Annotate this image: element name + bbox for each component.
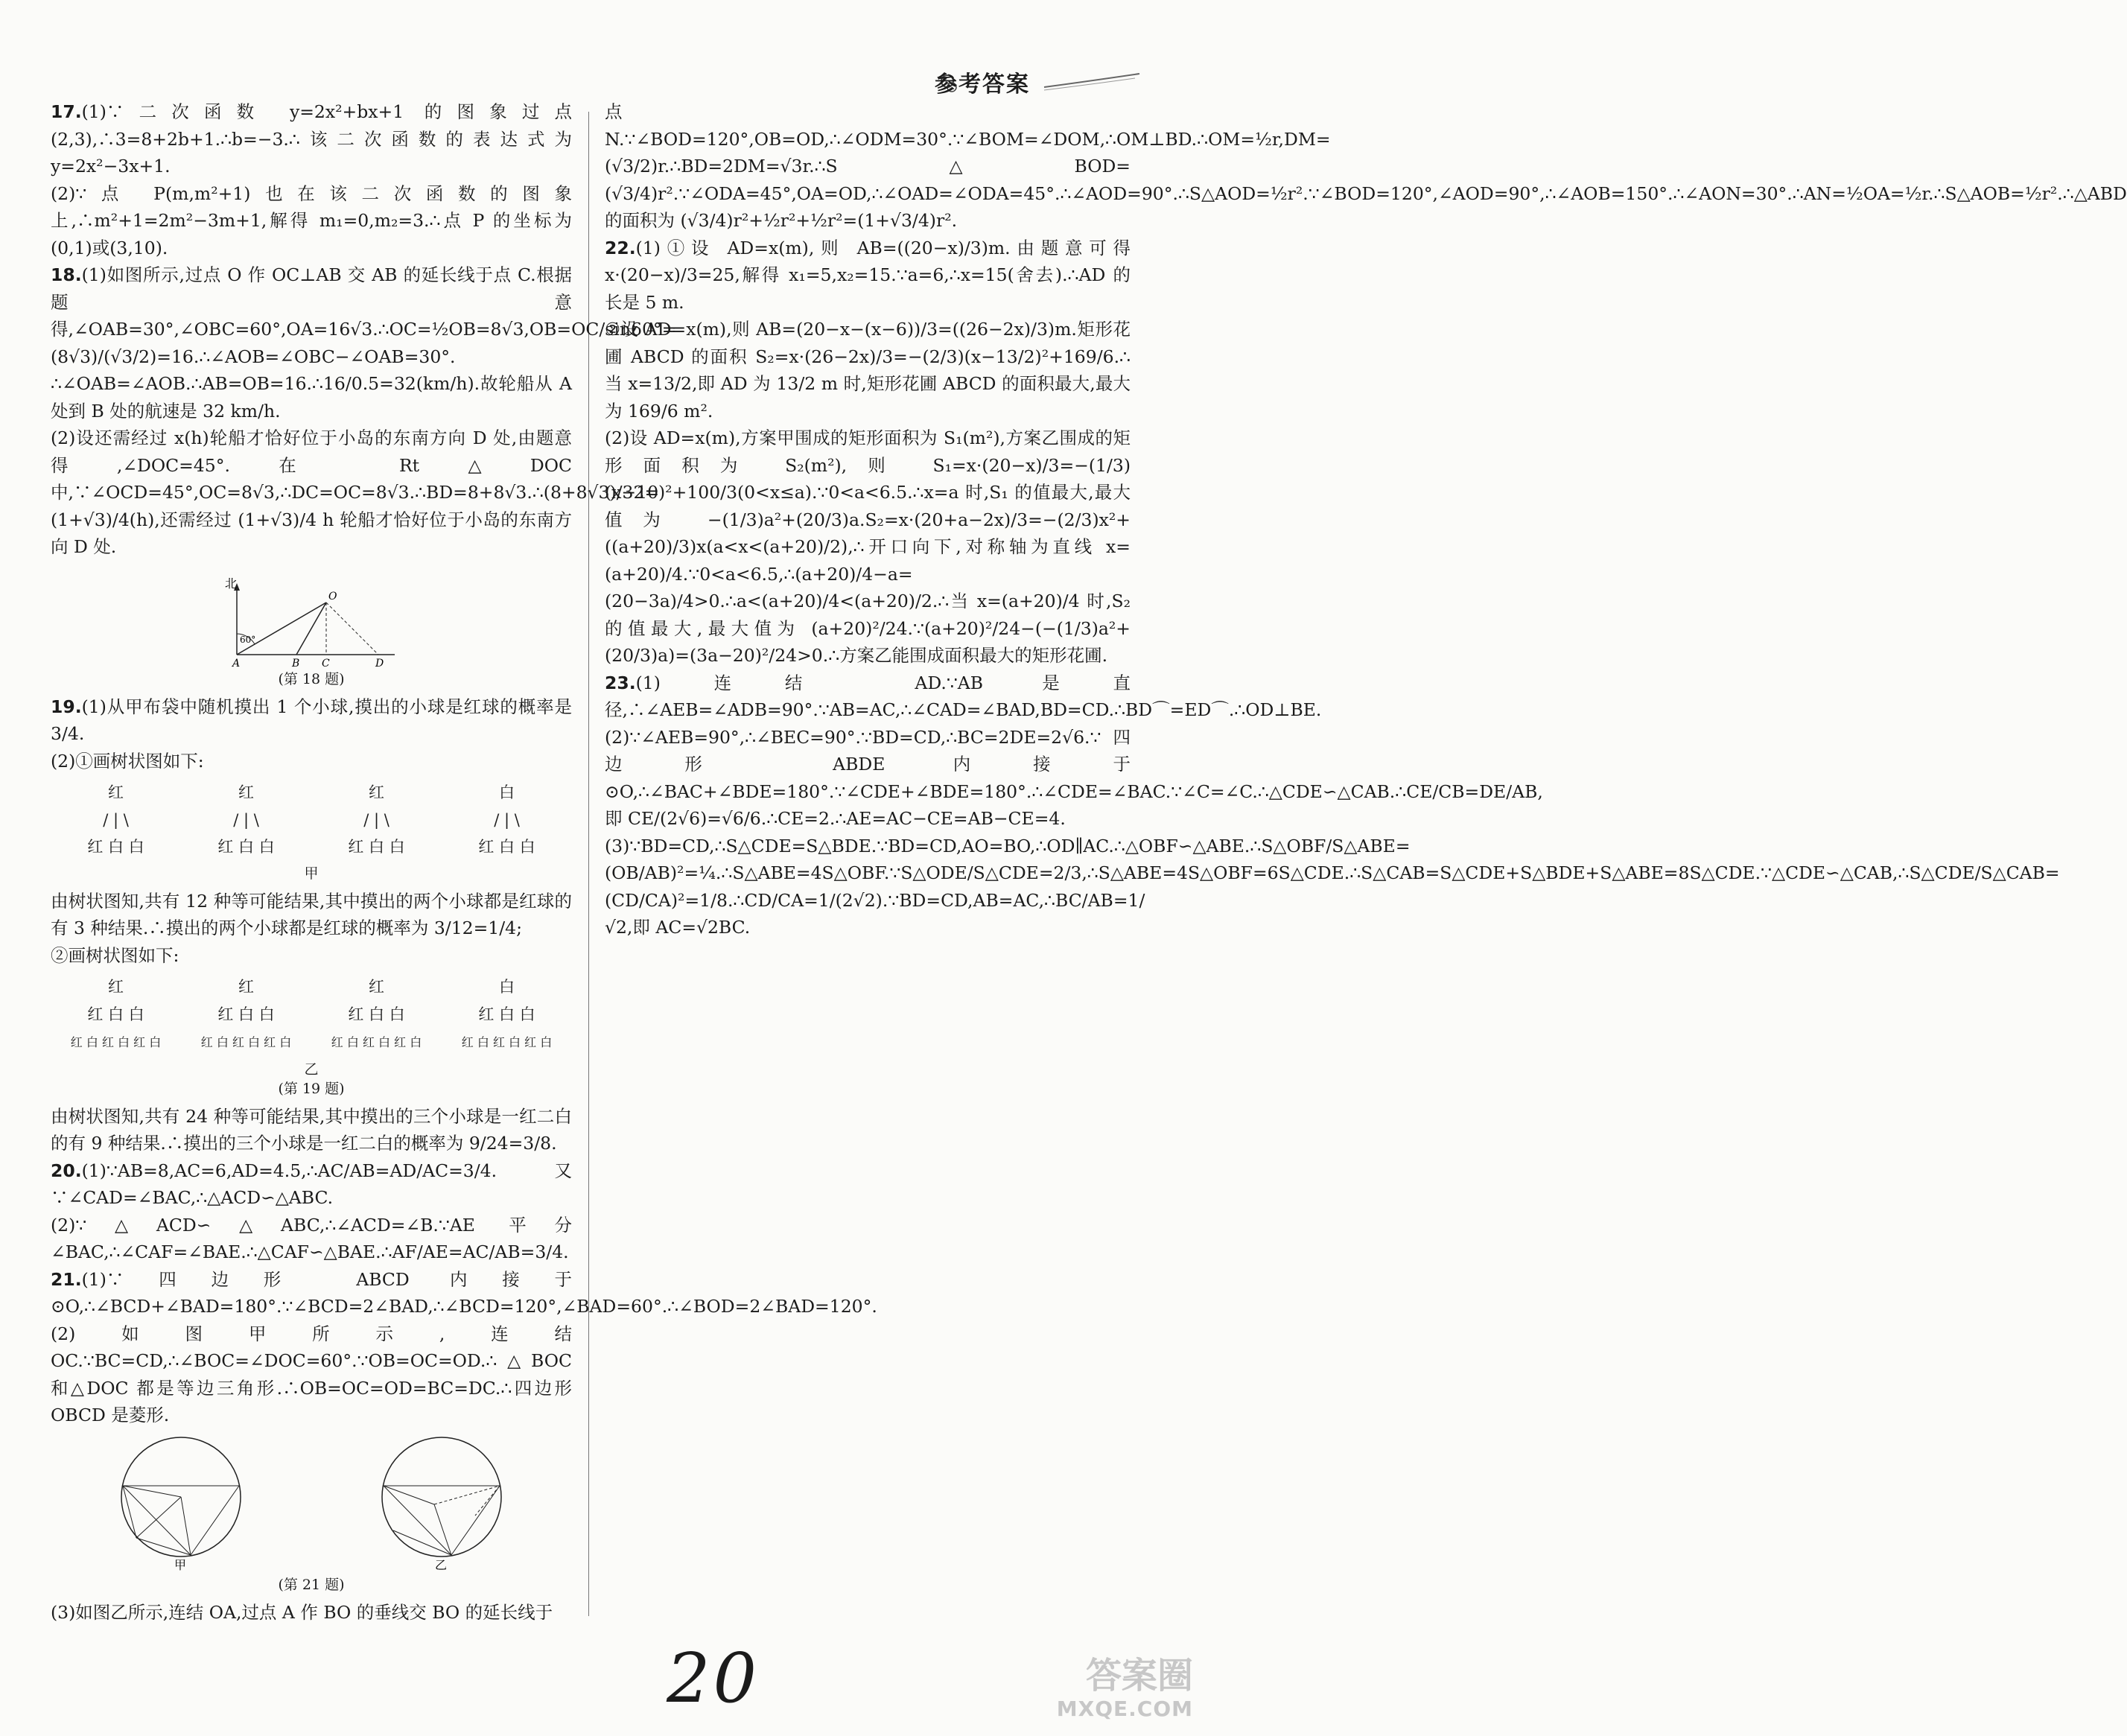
north-label: 北 xyxy=(225,576,238,591)
circle-diagram-jia xyxy=(103,1434,259,1575)
tree2-root-3: 红 xyxy=(369,978,384,996)
tree1-root-4: 白 xyxy=(498,783,515,801)
point-o: O xyxy=(328,590,337,602)
tree-diagram-2: 红 红 白 白 红 白 红 白 红 白 红 红 白 白 红 白 红 白 红 白 红 红 白 白 红 白 红 白 红 白 白 红 白 白 红 白 红 白 红 白 乙 (第 19 题) xyxy=(51,973,572,1098)
watermark xyxy=(1007,1655,1193,1721)
question-20: 20.(1)∵AB=8,AC=6,AD=4.5,∴AC/AB=AD/AC=3/4.又∵∠CAD=∠BAC,∴△ACD∽△ABC. (2)∵△ACD∽△ABC,∴∠ACD=∠B.∵AE 平分∠BAC,∴∠CAF=∠BAE.∴△CAF∽△BAE.∴AF/AE=AC/AB=3/4. xyxy=(51,1160,572,1262)
page-number: 20 xyxy=(667,1638,760,1718)
watermark-url: MXQE.COM xyxy=(1056,1697,1193,1721)
tree1-root-3: 红 xyxy=(368,783,384,801)
figure-18 xyxy=(51,565,572,689)
watermark-logo-text: 答案圈 xyxy=(1085,1655,1193,1697)
tree2-label: 乙 xyxy=(304,1061,319,1078)
svg-text:乙: 乙 xyxy=(435,1557,448,1572)
tree1-root-2: 红 xyxy=(238,783,254,801)
figure-18-caption: (第 18 题) xyxy=(278,670,345,687)
circle-diagram-yi xyxy=(363,1434,520,1575)
tree1-root-1: 红 xyxy=(107,783,124,801)
tree2-root-4: 白 xyxy=(499,978,515,996)
section-title: 参考答案 xyxy=(935,71,1030,98)
tree1-leaves-1: 红 白 白 xyxy=(87,838,144,856)
point-a: A xyxy=(232,657,241,670)
point-d: D xyxy=(375,657,384,670)
question-17: 17.(1)∵二次函数 y=2x²+bx+1 的图象过点(2,3),∴3=8+2b+1.∴b=−3.∴该二次函数的表达式为 y=2x²−3x+1. (2)∵点 P(m,m²+1)也在该二次函数的图象上,∴m²+1=2m²−3m+1,解得 m₁=0,m₂=3.∴点 P 的坐标为(0,1)或(3,10). xyxy=(51,101,572,258)
tree2-root-2: 红 xyxy=(238,978,254,996)
question-21-continued: 点 N.∵∠BOD=120°,OB=OD,∴∠ODM=30°.∵∠BOM=∠DOM,∴OM⊥BD.∴OM=½r,DM=(√3/2)r.∴BD=2DM=√3r.∴S△BOD=(√3/4)r².∵∠ODA=45°,OA=OD,∴∠OAD=∠ODA=45°.∴∠AOD=90°.∴S△AOD=½r².∵∠BOD=120°,∠AOD=90°,∴∠AOB=150°.∴∠AON=30°.∴AN=½OA=½r.∴S△AOB=½r².∴△ABD 的面积为 (√3/4)r²+½r²+½r²=(1+√3/4)r². xyxy=(605,101,2127,231)
figure-21-caption: (第 21 题) xyxy=(278,1576,345,1593)
tree2-root-1: 红 xyxy=(108,978,124,996)
tree1-leaves-3: 红 白 白 xyxy=(348,838,405,856)
question-21-tail: (3)如图乙所示,连结 OA,过点 A 作 BO 的垂线交 BO 的延长线于 xyxy=(51,1601,553,1623)
figure-18-diagram xyxy=(222,565,401,670)
point-b: B xyxy=(292,657,300,670)
question-21: 21.(1)∵四边形 ABCD 内接于⊙O,∴∠BCD+∠BAD=180°.∵∠BCD=2∠BAD,∴∠BCD=120°,∠BAD=60°.∴∠BOD=2∠BAD=120°. (2)如图甲所示,连结 OC.∵BC=CD,∴∠BOC=∠DOC=60°.∵OB=OC=OD.∴△BOC 和△DOC 都是等边三角形.∴OB=OC=OD=BC=DC.∴四边形 OBCD 是菱形. xyxy=(51,1268,877,1425)
tree1-leaves-4: 红 白 白 xyxy=(478,838,535,856)
question-23: 23.(1)连结 AD.∵AB 是直径,∴∠AEB=∠ADB=90°.∵AB=AC,∴∠CAD=∠BAD,BD=CD.∴BD⌒=ED⌒.∴OD⊥BE. (2)∵∠AEB=90°,∴∠BEC=90°.∵BD=CD,∴BC=2DE=2√6.∵四边形 ABDE 内接于⊙O,∴∠BAC+∠BDE=180°.∵∠CDE+∠BDE=180°.∴∠CDE=∠BAC.∵∠C=∠C.∴△CDE∽△CAB.∴CE/CB=DE/AB,即 CE/(2√6)=√6/6.∴CE=2.∴AE=AC−CE=AB−CE=4. (3)∵BD=CD,∴S△CDE=S△BDE.∵BD=CD,AO=BO,∴OD∥AC.∴△OBF∽△ABE.∴S△OBF/S△ABE=(OB/AB)²=¼.∴S△ABE=4S△OBF.∵S△ODE/S△CDE=2/3,∴S△ABE=4S△OBF=6S△CDE.∴S△CAB=S△CDE+S△BDE+S△ABE=8S△CDE.∵△CDE∽△CAB,∴S△CDE/S△CAB=(CD/CA)²=1/8.∴CD/CA=1/(2√2).∵BD=CD,AB=AC,∴BC/AB=1/√2,即 AC=√2BC. xyxy=(605,672,2060,938)
question-19: 19.(1)从甲布袋中随机摸出 1 个小球,摸出的小球是红球的概率是 3/4. (2)①画树状图如下: xyxy=(51,696,572,772)
figure-19-caption: (第 19 题) xyxy=(278,1080,345,1097)
tree-diagram-1: 红 / | \ 红 白 白 红 / | \ 红 白 白 红 / | \ 红 白 白 白 / | \ 红 白 白 甲 xyxy=(51,779,572,883)
question-19-end: 由树状图知,共有 24 种等可能结果,其中摸出的三个小球是一红二白的有 9 种结果.∴摸出的三个小球是一红二白的概率为 9/24=3/8. xyxy=(51,1105,572,1154)
svg-text:甲: 甲 xyxy=(174,1557,187,1572)
right-column xyxy=(605,98,2127,941)
tree1-label: 甲 xyxy=(304,865,319,882)
point-c: C xyxy=(322,657,330,670)
question-19-mid: 由树状图知,共有 12 种等可能结果,其中摸出的两个小球都是红球的有 3 种结果.∴摸出的两个小球都是红球的概率为 3/12=1/4; ②画树状图如下: xyxy=(51,890,572,966)
question-18: 18.(1)如图所示,过点 O 作 OC⊥AB 交 AB 的延长线于点 C.根据题意得,∠OAB=30°,∠OBC=60°,OA=16√3.∴OC=½OB=8√3,OB=OC/sin60°=(8√3)/(√3/2)=16.∴∠AOB=∠OBC−∠OAB=30°. ∴∠OAB=∠AOB.∴AB=OB=16.∴16/0.5=32(km/h).故轮船从 A 处到 B 处的航速是 32 km/h. (2)设还需经过 x(h)轮船才恰好位于小岛的东南方向 D 处,由题意得,∠DOC=45°.在 Rt△DOC 中,∵∠OCD=45°,OC=8√3,∴DC=OC=8√3.∴BD=8+8√3.∴(8+8√3)/32=(1+√3)/4(h),还需经过 (1+√3)/4 h 轮船才恰好位于小岛的东南方向 D 处. xyxy=(51,264,677,557)
angle-label: 60° xyxy=(240,634,256,645)
figure-21 xyxy=(51,1434,572,1594)
question-22: 22.(1)①设 AD=x(m),则 AB=((20−x)/3)m.由题意可得 x·(20−x)/3=25,解得 x₁=5,x₂=15.∵a=6,∴x=15(舍去).∴AD 的长是 5 m. ②设 AD=x(m),则 AB=(20−x−(x−6))/3=((26−2x)/3)m.矩形花圃 ABCD 的面积 S₂=x·(26−2x)/3=−(2/3)(x−13/2)²+169/6.∴当 x=13/2,即 AD 为 13/2 m 时,矩形花圃 ABCD 的面积最大,最大为 169/6 m². (2)设 AD=x(m),方案甲围成的矩形面积为 S₁(m²),方案乙围成的矩形面积为 S₂(m²),则 S₁=x·(20−x)/3=−(1/3)(x−10)²+100/3(0<x≤a).∵0<a<6.5.∴x=a 时,S₁ 的值最大,最大值为 −(1/3)a²+(20/3)a.S₂=x·(20+a−2x)/3=−(2/3)x²+((a+20)/3)x(a<x<(a+20)/2),∴开口向下,对称轴为直线 x=(a+20)/4.∵0<a<6.5,∴(a+20)/4−a=(20−3a)/4>0.∴a<(a+20)/4<(a+20)/2.∴当 x=(a+20)/4 时,S₂ 的值最大,最大值为 (a+20)²/24.∵(a+20)²/24−(−(1/3)a²+(20/3)a)=(3a−20)²/24>0.∴方案乙能围成面积最大的矩形花圃. xyxy=(605,237,1131,666)
tree1-leaves-2: 红 白 白 xyxy=(217,838,275,856)
